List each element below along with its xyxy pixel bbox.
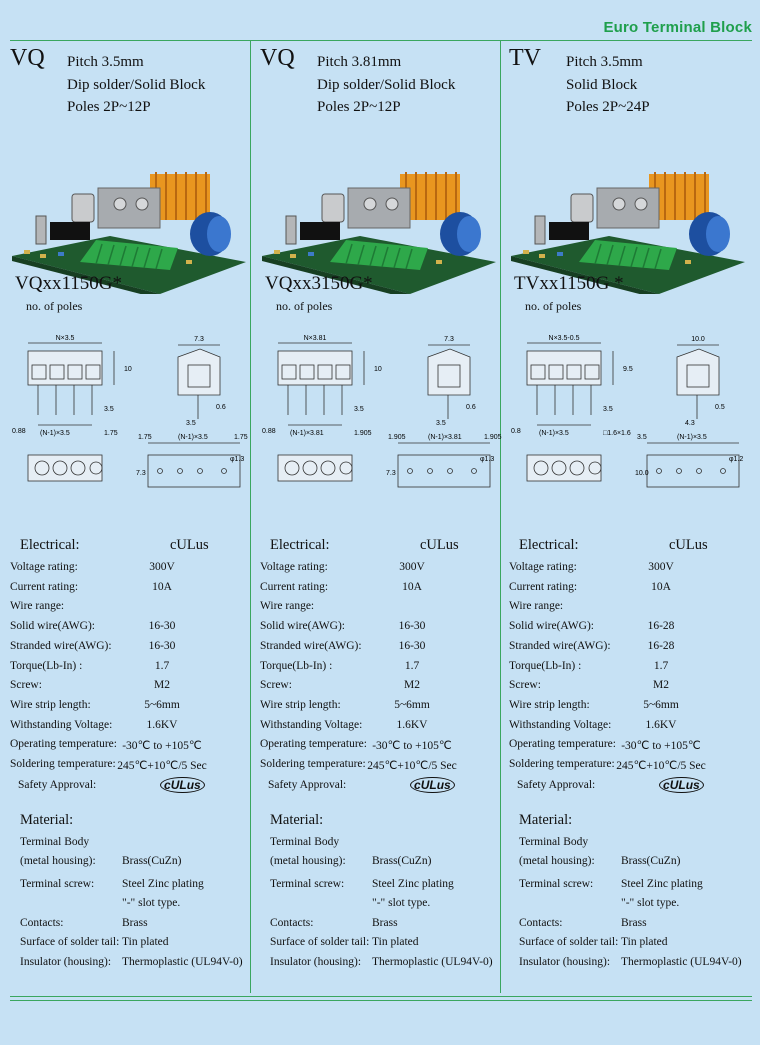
ul-logo: cULus: [659, 777, 704, 793]
electrical-heading: Electrical:: [270, 537, 330, 553]
mat-contacts-label: Contacts:: [20, 917, 64, 929]
mat-screw-slot: "-" slot type.: [122, 897, 181, 909]
dim-height: 10: [374, 366, 382, 373]
mat-screw-slot: "-" slot type.: [621, 897, 680, 909]
dim-end: 1.75: [104, 430, 118, 437]
dim-width: N×3.5: [55, 335, 75, 342]
dim-end: 1.905: [354, 430, 372, 437]
dim-pitch: (N-1)×3.81: [290, 430, 324, 437]
dim-hole: φ1.3: [480, 456, 495, 463]
model-number: VQxx3150G*: [265, 273, 373, 294]
mat-housing-label: (metal housing):: [270, 855, 346, 867]
electrical-cert: cULus: [170, 537, 209, 553]
dimension-drawing: [260, 327, 508, 507]
spec-label: Voltage rating:: [10, 561, 78, 573]
spec-label: Current rating:: [10, 580, 79, 593]
dim-width: N×3.81: [303, 335, 327, 342]
series-code: TV: [509, 45, 541, 71]
mat-insulator-label: Insulator (housing):: [519, 956, 611, 968]
dim-tail: 3.5: [354, 406, 364, 413]
dim-pin-dia: 0.88: [262, 428, 276, 435]
footer-divider-2: [10, 1000, 752, 1001]
mat-screw-slot: "-" slot type.: [372, 897, 431, 909]
spec-label: Torque(Lb-In) :: [509, 659, 582, 672]
dimension-drawing: [509, 327, 757, 507]
mat-surface-value: Tin plated: [122, 936, 169, 948]
dim-side-offset: 0.6: [466, 404, 476, 411]
safety-approval-label: Safety Approval:: [517, 779, 596, 791]
dim-fp-mid: (N-1)×3.81: [428, 434, 462, 441]
dimension-drawing: [10, 327, 258, 507]
spec-label: Wire range:: [260, 600, 315, 613]
dim-tail: 3.5: [603, 406, 613, 413]
spec-label: Screw:: [10, 679, 42, 692]
product-photo: [509, 144, 745, 294]
mat-body-label: Terminal Body: [270, 836, 340, 848]
spec-label: Operating temperature:: [509, 738, 616, 751]
spec-label: Withstanding Voltage:: [509, 718, 612, 731]
material-heading: Material:: [270, 812, 324, 828]
mat-contacts-label: Contacts:: [270, 917, 314, 929]
electrical-cert: cULus: [669, 537, 708, 553]
dim-fp-left: 1.75: [138, 434, 152, 441]
mat-surface-value: Tin plated: [372, 936, 419, 948]
spec-label: Solid wire(AWG):: [260, 620, 345, 633]
dim-fp-mid: (N-1)×3.5: [178, 434, 208, 441]
spec-label: Soldering temperature:: [10, 758, 116, 770]
dim-pitch: (N-1)×3.5: [40, 430, 70, 437]
dim-hole: φ1.3: [230, 456, 245, 463]
dim-fp-height: 7.3: [136, 470, 146, 477]
spec-label: Stranded wire(AWG):: [260, 639, 362, 652]
spec-label: Torque(Lb-In) :: [260, 659, 333, 672]
electrical-heading: Electrical:: [519, 537, 579, 553]
product-photo: [260, 144, 496, 294]
spec-label: Torque(Lb-In) :: [10, 659, 83, 672]
mat-housing-label: (metal housing):: [519, 855, 595, 867]
mat-body-label: Terminal Body: [519, 836, 589, 848]
product-photo: [10, 144, 246, 294]
type-text: Dip solder/Solid Block: [317, 76, 456, 93]
dim-side-width: 10.0: [691, 336, 705, 343]
electrical-cert: cULus: [420, 537, 459, 553]
mat-housing-value: Brass(CuZn): [621, 855, 681, 867]
dim-width: N×3.5-0.5: [548, 335, 580, 342]
no-of-poles-note: no. of poles: [26, 299, 83, 313]
mat-insulator-value: Thermoplastic (UL94V-0): [122, 956, 243, 968]
spec-label: Wire range:: [509, 600, 564, 613]
spec-label: Wire strip length:: [10, 698, 91, 711]
spec-label: Solid wire(AWG):: [10, 620, 95, 633]
product-column-2: VQ Pitch 3.81mm Dip solder/Solid Block Poles 2P~12P VQxx3150G* no. of poles N×3.81 10 3.5 0.88 (N-1)×3.81 1.905 7.3 0.6 3.5 1.905 (N-1)×3.81 1.905 7.3 φ1.3 Electrical: cULus Voltage rating: 300V Current rating: 10A Wire range: Solid wire(AWG): 16-30 Stranded wire(AWG): 16-30 Torque(Lb-In) : 1.7 Screw: M2 Wire strip length: 5~6mm Withstanding Voltage: 1.6KV Operating temperature: -30℃ to +105℃ Soldering temperature: 245℃+10℃/5 Sec Safety Approval: cULus Material: Terminal Body (metal housing): Brass(CuZn) Terminal screw: Steel Zinc plating "-" slot type. Contacts: Brass Surface of solder tail: Tin plated Insulator (housing): Thermoplastic (UL94V-0): [260, 41, 508, 996]
spec-label: Wire strip length:: [509, 698, 590, 711]
electrical-heading: Electrical:: [20, 537, 80, 553]
dim-fp-height: 10.0: [635, 470, 649, 477]
spec-label: Withstanding Voltage:: [10, 718, 113, 731]
mat-insulator-label: Insulator (housing):: [20, 956, 112, 968]
mat-insulator-label: Insulator (housing):: [270, 956, 362, 968]
mat-surface-label: Surface of solder tail:: [20, 936, 120, 948]
spec-label: Soldering temperature:: [509, 758, 615, 770]
spec-label: Stranded wire(AWG):: [10, 639, 112, 652]
mat-screw-label: Terminal screw:: [270, 878, 345, 890]
dim-side-step: 3.5: [436, 420, 446, 427]
mat-surface-label: Surface of solder tail:: [270, 936, 370, 948]
poles-text: Poles 2P~24P: [566, 99, 650, 115]
poles-text: Poles 2P~12P: [317, 99, 401, 115]
model-number: VQxx1150G*: [15, 273, 122, 294]
footer-divider-1: [10, 996, 752, 997]
mat-screw-value: Steel Zinc plating: [122, 878, 204, 890]
poles-text: Poles 2P~12P: [67, 99, 151, 115]
spec-label: Soldering temperature:: [260, 758, 366, 770]
type-text: Solid Block: [566, 76, 638, 93]
dim-fp-left: 3.5: [637, 434, 647, 441]
dim-fp-right: 1.905: [484, 434, 502, 441]
mat-insulator-value: Thermoplastic (UL94V-0): [621, 956, 742, 968]
pitch-text: Pitch 3.5mm: [566, 54, 643, 70]
dim-height: 9.5: [623, 366, 633, 373]
mat-contacts-value: Brass: [621, 917, 647, 929]
product-column-3: TV Pitch 3.5mm Solid Block Poles 2P~24P TVxx1150G * no. of poles N×3.5-0.5 9.5 3.5 0.8 (N-1)×3.5 □1.6×1.6 10.0 0.5 4.3 3.5 (N-1)×3.5 10.0 φ1.2 Electrical: cULus Voltage rating: 300V Current rating: 10A Wire range: Solid wire(AWG): 16-28 Stranded wire(AWG): 16-28 Torque(Lb-In) : 1.7 Screw: M2 Wire strip length: 5~6mm Withstanding Voltage: 1.6KV Operating temperature: -30℃ to +105℃ Soldering temperature: 245℃+10℃/5 Sec Safety Approval: cULus Material: Terminal Body (metal housing): Brass(CuZn) Terminal screw: Steel Zinc plating "-" slot type. Contacts: Brass Surface of solder tail: Tin plated Insulator (housing): Thermoplastic (UL94V-0): [509, 41, 757, 996]
spec-label: Current rating:: [260, 580, 329, 593]
safety-approval-label: Safety Approval:: [268, 779, 347, 791]
mat-housing-label: (metal housing):: [20, 855, 96, 867]
page-header: [0, 0, 760, 40]
spec-label: Screw:: [260, 679, 292, 692]
pitch-text: Pitch 3.81mm: [317, 54, 402, 70]
mat-screw-label: Terminal screw:: [20, 878, 95, 890]
material-heading: Material:: [20, 812, 74, 828]
product-column-1: VQ Pitch 3.5mm Dip solder/Solid Block Poles 2P~12P VQxx1150G* no. of poles N×3.5 10 3.5 0.88 (N-1)×3.5 1.75 7.3 0.6 3.5 1.75 (N-1)×3.5 1.75 7.3 φ1.3 Electrical: cULus Voltage rating: 300V Current rating: 10A Wire range: Solid wire(AWG): 16-30 Stranded wire(AWG): 16-30 Torque(Lb-In) : 1.7 Screw: M2 Wire strip length: 5~6mm Withstanding Voltage: 1.6KV Operating temperature: -30℃ to +105℃ Soldering temperature: 245℃+10℃/5 Sec Safety Approval: cULus Material: Terminal Body (metal housing): Brass(CuZn) Terminal screw: Steel Zinc plating "-" slot type. Contacts: Brass Surface of solder tail: Tin plated Insulator (housing): Thermoplastic (UL94V-0): [10, 41, 258, 996]
mat-contacts-value: Brass: [122, 917, 148, 929]
dim-side-width: 7.3: [194, 336, 204, 343]
mat-body-label: Terminal Body: [20, 836, 90, 848]
dim-fp-left: 1.905: [388, 434, 406, 441]
mat-screw-value: Steel Zinc plating: [372, 878, 454, 890]
dim-fp-mid: (N-1)×3.5: [677, 434, 707, 441]
spec-label: Screw:: [509, 679, 541, 692]
dim-end: □1.6×1.6: [603, 430, 631, 437]
model-number: TVxx1150G *: [514, 273, 624, 294]
dim-fp-right: 1.75: [234, 434, 248, 441]
mat-surface-label: Surface of solder tail:: [519, 936, 619, 948]
spec-label: Current rating:: [509, 580, 578, 593]
spec-label: Wire strip length:: [260, 698, 341, 711]
dim-side-step: 4.3: [685, 420, 695, 427]
dim-pin-dia: 0.8: [511, 428, 521, 435]
pitch-text: Pitch 3.5mm: [67, 54, 144, 70]
mat-screw-value: Steel Zinc plating: [621, 878, 703, 890]
dim-height: 10: [124, 366, 132, 373]
ul-logo: cULus: [160, 777, 205, 793]
mat-contacts-value: Brass: [372, 917, 398, 929]
spec-label: Voltage rating:: [260, 561, 328, 573]
no-of-poles-note: no. of poles: [525, 299, 582, 313]
dim-hole: φ1.2: [729, 456, 744, 463]
dim-side-offset: 0.5: [715, 404, 725, 411]
dim-side-offset: 0.6: [216, 404, 226, 411]
dim-side-step: 3.5: [186, 420, 196, 427]
product-info: [566, 51, 650, 119]
material-heading: Material:: [519, 812, 573, 828]
type-text: Dip solder/Solid Block: [67, 76, 206, 93]
product-info: [317, 51, 455, 119]
spec-label: Voltage rating:: [509, 561, 577, 573]
spec-label: Solid wire(AWG):: [509, 620, 594, 633]
dim-tail: 3.5: [104, 406, 114, 413]
spec-label: Operating temperature:: [10, 738, 117, 751]
spec-label: Wire range:: [10, 600, 65, 613]
mat-housing-value: Brass(CuZn): [122, 855, 182, 867]
mat-contacts-label: Contacts:: [519, 917, 563, 929]
ul-logo: cULus: [410, 777, 455, 793]
dim-fp-height: 7.3: [386, 470, 396, 477]
dim-pitch: (N-1)×3.5: [539, 430, 569, 437]
safety-approval-label: Safety Approval:: [18, 779, 97, 791]
page-title: Euro Terminal Block: [603, 19, 752, 36]
spec-label: Operating temperature:: [260, 738, 367, 751]
spec-label: Withstanding Voltage:: [260, 718, 363, 731]
mat-housing-value: Brass(CuZn): [372, 855, 432, 867]
mat-insulator-value: Thermoplastic (UL94V-0): [372, 956, 493, 968]
spec-label: Stranded wire(AWG):: [509, 639, 611, 652]
product-info: [67, 51, 205, 119]
no-of-poles-note: no. of poles: [276, 299, 333, 313]
dim-side-width: 7.3: [444, 336, 454, 343]
mat-surface-value: Tin plated: [621, 936, 668, 948]
series-code: VQ: [10, 45, 45, 71]
series-code: VQ: [260, 45, 295, 71]
dim-pin-dia: 0.88: [12, 428, 26, 435]
mat-screw-label: Terminal screw:: [519, 878, 594, 890]
